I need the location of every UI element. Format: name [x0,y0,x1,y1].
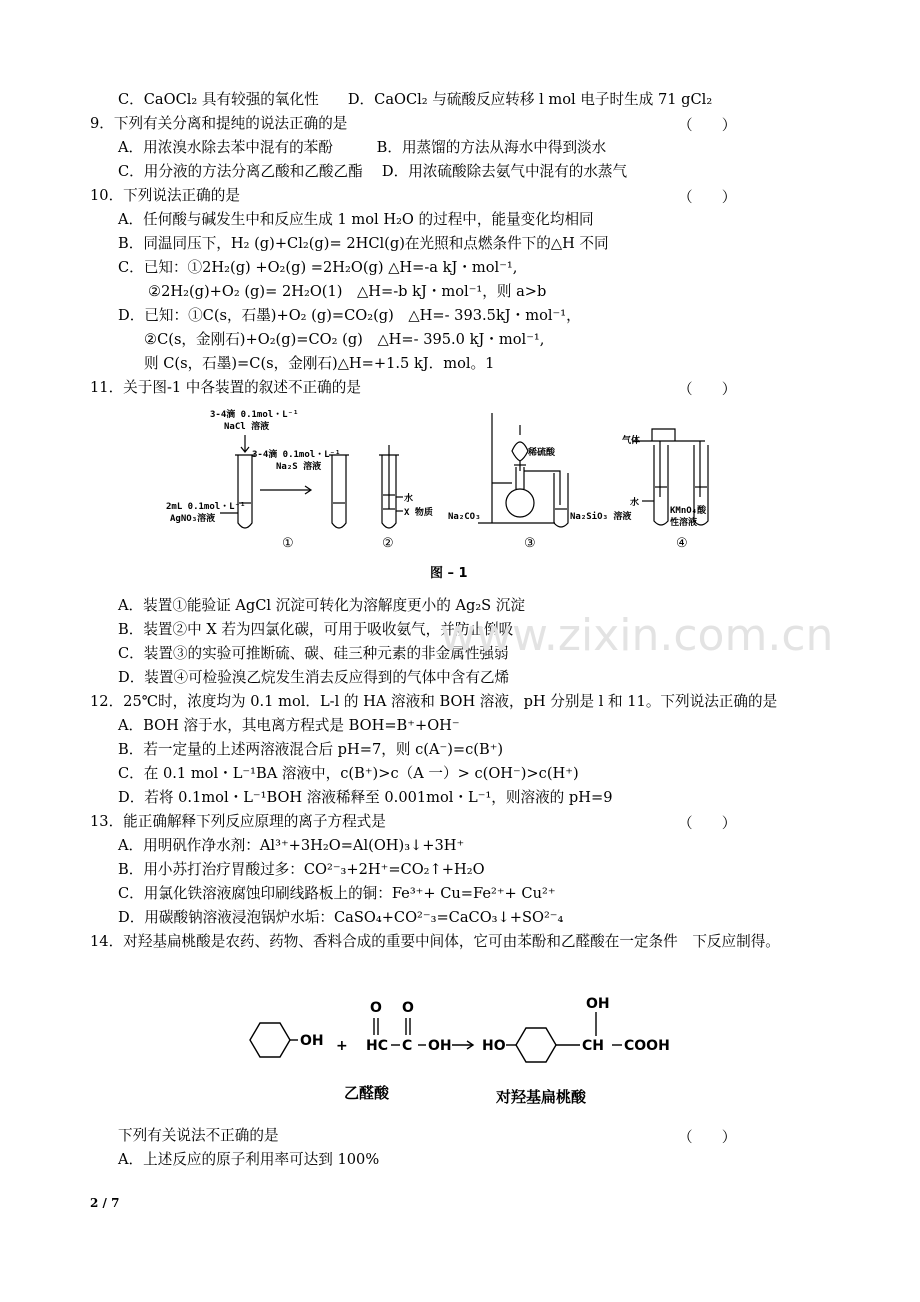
text-line: A．用明矾作净水剂：Al³⁺+3H₂O=Al(OH)₃↓+3H⁺ [118,837,465,854]
text-line: A．上述反应的原子利用率可达到 100% [118,1151,380,1168]
x-substance-label: X 物质 [404,508,433,518]
text-line: A．装置①能验证 AgCl 沉淀可转化为溶解度更小的 Ag₂S 沉淀 [118,597,526,614]
text-line: A．BOH 溶于水，其电离方程式是 BOH=B⁺+OH⁻ [118,717,460,734]
text-line: 9．下列有关分离和提纯的说法正确的是 [90,115,348,132]
answer-bracket: （ ） [678,117,737,134]
apparatus-4-number: ④ [676,536,688,551]
answer-bracket: （ ） [678,189,737,206]
na2sio3-label: Na₂SiO₃ 溶液 [570,512,632,522]
glyoxylic-hc: HC [366,1038,388,1054]
text-line: B．装置②中 X 若为四氯化碳，可用于吸收氨气，并防止倒吸 [118,621,514,638]
text-line: D．装置④可检验溴乙烷发生消去反应得到的气体中含有乙烯 [118,669,510,686]
glyoxylic-c: C [402,1038,413,1054]
water-label: 水 [404,494,414,504]
text-line: D．用碳酸钠溶液浸泡锅炉水垢：CaSO₄+CO²⁻₃=CaCO₃↓+SO²⁻₄ [118,909,564,926]
carbonyl-o-right: O [402,1000,414,1016]
text-line: B．用小苏打治疗胃酸过多：CO²⁻₃+2H⁺=CO₂↑+H₂O [118,861,485,878]
text-line: A．用浓溴水除去苯中混有的苯酚 B．用蒸馏的方法从海水中得到淡水 [118,139,607,156]
apparatus-3-number: ③ [524,536,536,551]
text-line: C．已知：①2H₂(g) +O₂(g) =2H₂O(g) △H=-a kJ・mol⁻¹, [118,259,518,276]
nacl-label-2: NaCl 溶液 [224,422,270,432]
answer-bracket: （ ） [678,815,737,832]
product-ho: HO [482,1038,506,1054]
product-ch: CH [582,1038,604,1054]
kmno4-label-2: 性溶液 [670,518,698,528]
text-line: 则 C(s，石墨)=C(s，金刚石)△H=+1.5 kJ．mol。1 [144,355,495,372]
glyoxylic-oh: OH [428,1038,452,1054]
na2s-label-1: 3-4滴 0.1mol・L⁻¹ [252,450,341,460]
product-label: 对羟基扁桃酸 [496,1088,587,1106]
watermark: www.zixin.com.cn [440,610,834,661]
na2co3-label: Na₂CO₃ [448,512,481,522]
text-line: D．若将 0.1mol・L⁻¹BOH 溶液稀释至 0.001mol・L⁻¹，则溶液的 pH=9 [118,789,613,806]
nacl-label-1: 3-4滴 0.1mol・L⁻¹ [210,410,299,420]
answer-bracket: （ ） [678,381,737,398]
text-line: C．装置③的实验可推断硫、碳、硅三种元素的非金属性强弱 [118,645,509,662]
phenol-oh: OH [300,1033,324,1049]
glyoxylic-acid-label: 乙醛酸 [344,1084,390,1102]
water4-label: 水 [630,498,640,508]
dilute-sulfuric-label: 稀硫酸 [528,448,556,458]
figure-1-apparatus [160,405,760,585]
plus-sign: + [336,1038,348,1054]
kmno4-label-1: KMnO₄酸 [670,506,707,516]
text-line: C．在 0.1 mol・L⁻¹BA 溶液中，c(B⁺)>c（A 一）> c(OH⁻)>c(H⁺) [118,765,579,782]
na2s-label-2: Na₂S 溶液 [276,462,322,472]
page-number: 2 / 7 [90,1196,120,1210]
text-line: 12．25℃时，浓度均为 0.1 mol．L-l 的 HA 溶液和 BOH 溶液，pH 分别是 l 和 11。下列说法正确的是 [90,693,778,710]
text-line: B．若一定量的上述两溶液混合后 pH=7，则 c(A⁻)=c(B⁺) [118,741,504,758]
text-line: 13．能正确解释下列反应原理的离子方程式是 [90,813,386,830]
text-line: 10．下列说法正确的是 [90,187,240,204]
agno3-label-1: 2mL 0.1mol・L⁻¹ [166,502,246,512]
text-line: B．同温同压下，H₂ (g)+Cl₂(g)= 2HCl(g)在光照和点燃条件下的△H 不同 [118,235,609,252]
text-line: 下列有关说法不正确的是 [118,1127,279,1144]
carbonyl-o-left: O [370,1000,382,1016]
text-line: 11．关于图-1 中各装置的叙述不正确的是 [90,379,361,396]
figure-caption: 图 – 1 [430,566,468,581]
product-cooh: COOH [624,1038,670,1054]
reaction-scheme [240,990,690,1120]
text-line: ②C(s，金刚石)+O₂(g)=CO₂ (g) △H=- 395.0 kJ・mol⁻¹, [144,331,545,348]
apparatus-2-number: ② [382,536,394,551]
text-line: C．CaOCl₂ 具有较强的氧化性 D．CaOCl₂ 与硫酸反应转移 l mol 电子时生成 71 gCl₂ [118,91,713,108]
apparatus-1-number: ① [282,536,294,551]
text-line: C．用分液的方法分离乙酸和乙酸乙酯 D．用浓硫酸除去氨气中混有的水蒸气 [118,163,628,180]
text-line: D．已知：①C(s，石墨)+O₂ (g)=CO₂(g) △H=- 393.5kJ・mol⁻¹， [118,307,581,324]
gas-label: 气体 [622,436,641,446]
answer-bracket: （ ） [678,1129,737,1146]
text-line: A．任何酸与碱发生中和反应生成 1 mol H₂O 的过程中，能量变化均相同 [118,211,594,228]
text-line: ②2H₂(g)+O₂ (g)= 2H₂O(1) △H=-b kJ・mol⁻¹，则 a>b [148,283,547,300]
product-oh-top: OH [586,996,610,1012]
agno3-label-2: AgNO₃溶液 [170,514,216,524]
text-line: 14．对羟基扁桃酸是农药、药物、香料合成的重要中间体，它可由苯酚和乙醛酸在一定条件 下反应制得。 [90,933,780,950]
text-line: C．用氯化铁溶液腐蚀印刷线路板上的铜：Fe³⁺+ Cu=Fe²⁺+ Cu²⁺ [118,885,556,902]
